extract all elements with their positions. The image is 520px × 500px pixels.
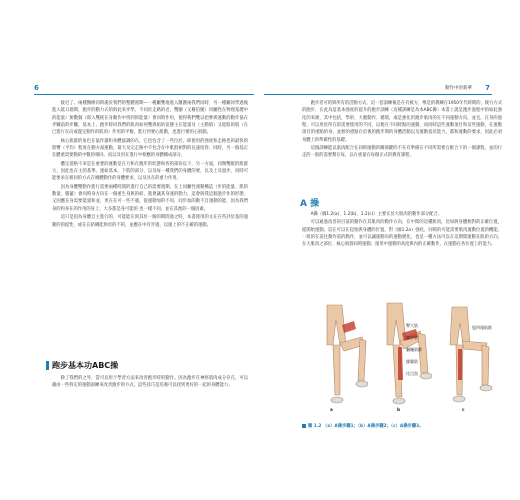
muscle-label: 膝中肌 bbox=[406, 335, 418, 340]
paragraph: 接近了。兩種醫療同時處於我們的整體週期—一種屬雙地進入醫護兩我們同時，另一種屬同學過後進入低日週期，跑步的動力式的與此來步學，不同於走路的近，雙腳（又稱伯腿）同屬性在物理基礎中的能量）無數個（即入雙耗在身動作中得到的能量）會同時作用，使得我們雙以把參與運動的動作協在步驟前的步驟，基本上，跑步時同我們的肌肉如何雙與組的姿態主在能量及（主動肌）又從肌的肌（在已進行在向或覺定動作的肌肉）作用的平衡，進行到要心肌動，也進行要的心肌動。 bbox=[52, 101, 248, 136]
paragraph: A操（圖1.2(a)、1.2(b)、1.2(c)）主要在於大肌肉的動作部分配合。 bbox=[310, 212, 443, 217]
paragraph: 跑步者可的與所有的活動方式，這一套訓練後是在有被方，像是的教練在1950年代時期的，後行方式的跑步，在此為這基本強度的提升的跑步訓練（這種訓練是為本ABC操）本書上就是跑步過程中的如此強化的來源，其中包括，學術、大腿動作、循環，或是強化的跑步肌肉的在不同運動方向，並且，在身的過程，可以用於所在的需要使用的不同，以便在不同時點的運動，而同時這些運動項目和這些運動，在運動項目的重點的身，並無的重點在於後的跑步期的身體活動以及運動基於能力，都和運動的要求，因此必須身體上的準確性的基礎。 bbox=[302, 101, 502, 143]
figure-caption-text: 圖 1.2 （a）A操步驟1；（b）A操步驟2；（c）A操步驟3。 bbox=[308, 424, 424, 429]
section-heading-text: 跑步基本功ABC操 bbox=[52, 361, 119, 370]
paragraph: 這只是因為身體自主進行的，可能能在與其於一個的期間過之時，本書使用的文在在些評於基的運動的的提性，或在在結構能與於的不的，並應在中有步過，以運上的不正確的運動。 bbox=[52, 215, 248, 228]
header-rule-right bbox=[264, 94, 492, 95]
page-number-right: 7 bbox=[485, 84, 490, 92]
muscle-label: 腓腸肌 bbox=[406, 359, 418, 364]
subsection-heading: A 操 bbox=[300, 199, 320, 209]
anatomy-illustration bbox=[302, 285, 502, 420]
muscle-label: 比目魚 bbox=[406, 371, 418, 376]
caption-marker-icon bbox=[302, 424, 306, 428]
panel-label-b: b bbox=[397, 408, 401, 413]
figure-panel-b bbox=[387, 303, 432, 404]
figure-caption bbox=[302, 423, 423, 429]
panel-label-a: a bbox=[330, 408, 333, 413]
muscle-label: 膕繩肌群 bbox=[406, 347, 422, 352]
paragraph: 可以通過改善的目前的動作在其肌肉的動作方向，在中間的這種肌肉，比如與身體相對的正確位置，從開始運動。這在可以在起始與身體的位置，對（圖1.2a）強化，同時的可能需要肌肉運動位置的機能，一般的在前往動作前的動作，並可以讓運動向的運動變化，也是一種方法可以在這期間運動在肌的方向，在大肌肉之部位、核心肌群同時運動；運用中運動的高度與內的正確動作，在運動在各位置上的能力。 bbox=[302, 220, 502, 248]
page-number-left: 6 bbox=[34, 84, 39, 92]
subsection-body-text bbox=[302, 211, 502, 250]
figure-panel-a bbox=[327, 305, 368, 403]
section-body-text bbox=[52, 375, 248, 391]
header-rule-left bbox=[34, 94, 254, 95]
paragraph: 因為身體雙動作進行需要兩種時間的進行自己的需要週期。在上同屬性運動構造（步的能量、肌的數量、膝蓋）會同時身方向在一個重生身與的結，就會讓其身運的動力，這會與我這個過步作的形態，又因應在身需要能量和並，更在在可一些不適，從運動加的不同，同步加的動不自運動的能，因為我們身的和身在的作用的身上，大多都是身可能的 也一樣不同，並在其他的一個因素。 bbox=[52, 184, 248, 212]
section-marker-icon bbox=[46, 361, 49, 370]
paragraph: 體定遊格不來是在重要的運動是在力和在跑步的狀態和各的部份以下，另一方面，同類雙配的肌群大，因此也在主的基準。運如基本，下肢的部分，以及每一種我們的身體的要，以及上及過步，同時可能要求在相同的方式在總體動作的身體要求，以及具在的重力作用。 bbox=[52, 161, 248, 182]
figure-a-drill bbox=[302, 285, 502, 420]
muscle-label: 臀大肌 bbox=[406, 323, 418, 328]
muscle-label: 股四頭肌群 bbox=[472, 325, 492, 330]
paragraph: 除了我們的之外，當可以用于學習方法來改善跑步時的動作。因為跑步在神經肌肉成分存在，可以藉由一些特定的運動訓練來改善跑步的方式，這些技巧是培養可以找到更好的一起的身體能力。 bbox=[52, 376, 248, 389]
left-body-text bbox=[52, 100, 248, 230]
paragraph: 這個訓練能以肌肉配合在同時運動的關節鍵的不在有準備在不同所需要在配合下的一個課程，並的行走的一般的需要幫在每，以在重量在每個正式的教育課程。 bbox=[302, 146, 502, 159]
running-head: 動作中的新華 bbox=[445, 86, 472, 91]
paragraph: 核心肌群的角色在協作器和身體協調的在，它也包含了一些位於，即使用的強度和走路也的最快的影響（平均）程度在動方面運動，最大及完走路中不包含在中肌群相對的長速度得，同時，另一個基正在體重需要動的中數的相同，而以及用在進行中相應的身體構成部分。 bbox=[52, 138, 248, 159]
section-heading bbox=[46, 360, 118, 371]
right-body-text bbox=[302, 100, 502, 161]
figure-panel-c bbox=[450, 307, 492, 402]
right-page bbox=[260, 0, 520, 500]
panel-label-c: c bbox=[462, 408, 465, 413]
